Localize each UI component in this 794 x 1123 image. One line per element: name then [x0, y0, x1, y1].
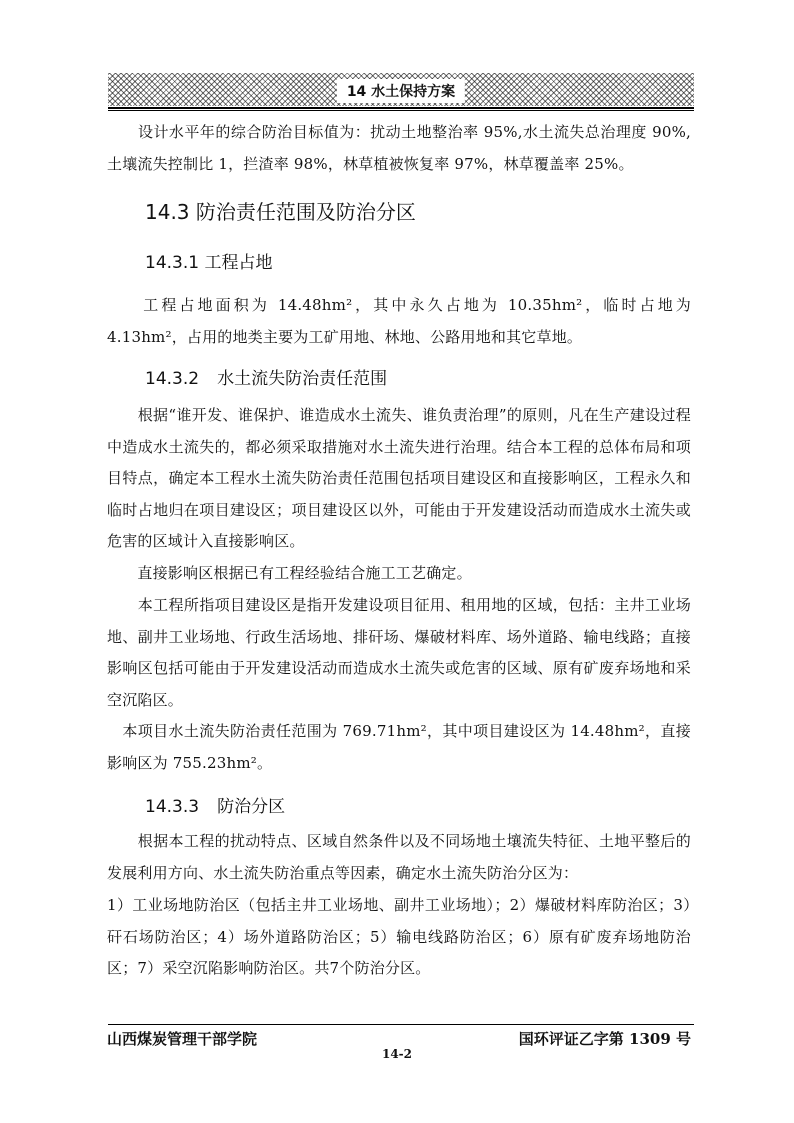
header-pattern-band [108, 73, 694, 106]
section-heading-14-3-2 [145, 364, 387, 389]
footer-rule [108, 1024, 694, 1025]
heading-text: 水土流失防治责任范围 [217, 369, 388, 389]
heading-number: 14.3.2 [145, 369, 200, 389]
header-rule [108, 107, 694, 109]
heading-text: 防治分区 [217, 797, 286, 817]
page-number: 14-2 [381, 1047, 413, 1061]
paragraph-direct-impact: 直接影响区根据已有工程经验结合施工工艺确定。 [107, 564, 472, 582]
section-heading-14-3-3 [145, 792, 285, 817]
paragraph-construction-area: 本工程所指项目建设区是指开发建设项目征用、租用地的区域，包括：主井工业场地、副井工业场地、行政生活场地、排矸场、爆破材料库、场外道路、输电线路；直接影响区包括可能由于开发建设活动而造成水土流失或危害的区域、原有矿废弃场地和采空沉陷区。 [107, 596, 691, 709]
paragraph-scope-totals: 本项目水土流失防治责任范围为 769.71hm²，其中项目建设区为 14.48hm²，直接影响区为 755.23hm²。 [107, 722, 691, 772]
header-rule-thin [108, 110, 694, 111]
footer-organization: 山西煤炭管理干部学院 [107, 1030, 258, 1048]
paragraph-targets: 设计水平年的综合防治目标值为：扰动土地整治率 95%,水土流失总治理度 90%,土壤流失控制比 1，拦渣率 98%，林草植被恢复率 97%，林草覆盖率 25%。 [107, 123, 691, 173]
paragraph-zone-list: 1）工业场地防治区（包括主井工业场地、副井工业场地）；2）爆破材料库防治区；3）矸石场防治区；4）场外道路防治区；5）输电线路防治区；6）原有矿废弃场地防治区；7）采空沉陷影响防治区。共7个防治分区。 [107, 896, 691, 977]
paragraph-land-occupation: 工程占地面积为 14.48hm²，其中永久占地为 10.35hm²，临时占地为 4.13hm²，占用的地类主要为工矿用地、林地、公路用地和其它草地。 [107, 296, 691, 346]
running-header-title: 14 水土保持方案 [337, 79, 465, 103]
section-heading-14-3-1: 14.3.1 工程占地 [145, 253, 273, 273]
section-heading-14-3: 14.3 防治责任范围及防治分区 [145, 200, 416, 224]
paragraph-responsibility-scope: 根据“谁开发、谁保护、谁造成水土流失、谁负责治理”的原则，凡在生产建设过程中造成水土流失的，都必须采取措施对水土流失进行治理。结合本工程的总体布局和项目特点，确定本工程水土流失防治责任范围包括项目建设区和直接影响区，工程永久和临时占地归在项目建设区；项目建设区以外，可能由于开发建设活动而造成水土流失或危害的区域计入直接影响区。 [107, 406, 691, 550]
heading-number: 14.3.3 [145, 797, 200, 817]
paragraph-zoning-basis: 根据本工程的扰动特点、区域自然条件以及不同场地土壤流失特征、土地平整后的发展利用方向、水土流失防治重点等因素，确定水土流失防治分区为： [107, 832, 691, 882]
footer-certificate: 国环评证乙字第 1309 号 [518, 1030, 691, 1048]
